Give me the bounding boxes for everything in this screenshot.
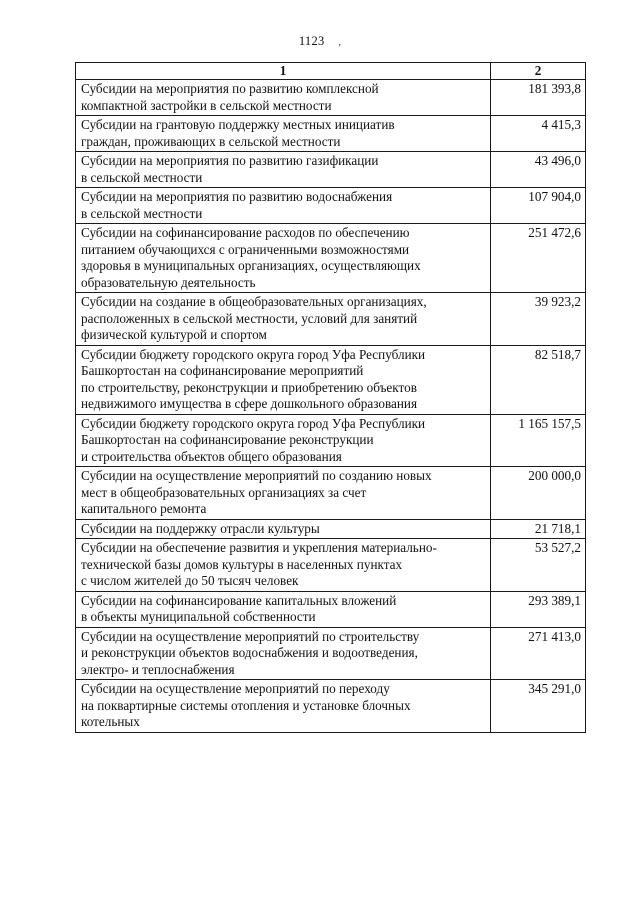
subsidy-amount-cell: 271 413,0 — [491, 627, 586, 680]
subsidy-amount-cell: 43 496,0 — [491, 152, 586, 188]
table-row — [76, 188, 586, 224]
column-header-amount: 2 — [491, 63, 586, 80]
subsidy-name-cell: Субсидии на мероприятия по развитию водоснабжения в сельской местности — [76, 188, 491, 224]
subsidy-amount-cell: 39 923,2 — [491, 293, 586, 346]
table-row — [76, 414, 586, 467]
table-row — [76, 152, 586, 188]
subsidy-amount-cell: 107 904,0 — [491, 188, 586, 224]
table-row — [76, 519, 586, 539]
table-row — [76, 539, 586, 592]
subsidy-name-cell: Субсидии на софинансирование капитальных вложений в объекты муниципальной собственности — [76, 591, 491, 627]
page-number — [0, 34, 640, 49]
table-row — [76, 116, 586, 152]
table-row — [76, 80, 586, 116]
subsidy-amount-cell: 53 527,2 — [491, 539, 586, 592]
table-row — [76, 345, 586, 414]
subsidy-name-cell: Субсидии на обеспечение развития и укрепления материально- технической базы домов культуры в населенных пунктах с числом жителей до 50 тысяч человек — [76, 539, 491, 592]
subsidy-amount-cell: 4 415,3 — [491, 116, 586, 152]
page-number-mark: , — [338, 37, 342, 47]
page-number-value: 1123 — [298, 34, 325, 48]
table-header-row — [76, 63, 586, 80]
subsidy-name-cell: Субсидии на создание в общеобразовательных организациях, расположенных в сельской местности, условий для занятий физической культурой и спортом — [76, 293, 491, 346]
subsidy-name-cell: Субсидии на поддержку отрасли культуры — [76, 519, 491, 539]
subsidy-name-cell: Субсидии на осуществление мероприятий по переходу на поквартирные системы отопления и установке блочных котельных — [76, 680, 491, 733]
subsidy-name-cell: Субсидии на мероприятия по развитию комплексной компактной застройки в сельской местности — [76, 80, 491, 116]
subsidy-amount-cell: 345 291,0 — [491, 680, 586, 733]
table-row — [76, 293, 586, 346]
subsidy-name-cell: Субсидии бюджету городского округа город Уфа Республики Башкортостан на софинансирование реконструкции и строительства объектов общего образования — [76, 414, 491, 467]
subsidy-name-cell: Субсидии на осуществление мероприятий по созданию новых мест в общеобразовательных организациях за счет капитального ремонта — [76, 467, 491, 520]
subsidy-name-cell: Субсидии на грантовую поддержку местных инициатив граждан, проживающих в сельской местности — [76, 116, 491, 152]
subsidy-name-cell: Субсидии на мероприятия по развитию газификации в сельской местности — [76, 152, 491, 188]
subsidy-name-cell: Субсидии бюджету городского округа город Уфа Республики Башкортостан на софинансирование мероприятий по строительству, реконструкции и приобретению объектов недвижимого имущества в сфере дошкольного образования — [76, 345, 491, 414]
table-row — [76, 627, 586, 680]
subsidy-name-cell: Субсидии на осуществление мероприятий по строительству и реконструкции объектов водоснабжения и водоотведения, электро- и теплоснабжения — [76, 627, 491, 680]
table-row — [76, 591, 586, 627]
table-row — [76, 467, 586, 520]
subsidy-amount-cell: 251 472,6 — [491, 224, 586, 293]
subsidies-table — [75, 62, 586, 733]
subsidy-name-cell: Субсидии на софинансирование расходов по обеспечению питанием обучающихся с ограниченными возможностями здоровья в муниципальных организациях, осуществляющих образовательную деятельность — [76, 224, 491, 293]
table-row — [76, 680, 586, 733]
subsidy-amount-cell: 21 718,1 — [491, 519, 586, 539]
table-row — [76, 224, 586, 293]
subsidy-amount-cell: 293 389,1 — [491, 591, 586, 627]
subsidy-amount-cell: 200 000,0 — [491, 467, 586, 520]
table-body — [76, 80, 586, 733]
column-header-name: 1 — [76, 63, 491, 80]
subsidy-amount-cell: 1 165 157,5 — [491, 414, 586, 467]
subsidy-amount-cell: 181 393,8 — [491, 80, 586, 116]
subsidy-amount-cell: 82 518,7 — [491, 345, 586, 414]
